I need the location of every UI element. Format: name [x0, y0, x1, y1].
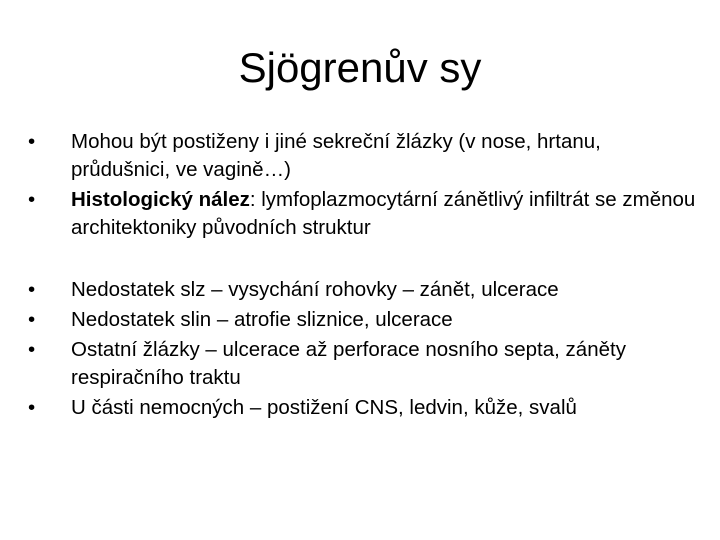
bullet-icon: •: [28, 338, 36, 361]
bullet-icon: •: [28, 396, 36, 419]
bullet-list-1: [28, 128, 700, 244]
bullet-bold-prefix: Histologický nález: [71, 188, 250, 211]
bullet-list-2: [28, 276, 700, 424]
bullet-icon: •: [28, 308, 36, 331]
bullet-icon: •: [28, 130, 36, 153]
bullet-text: : lymfoplazmocytární zánětlivý infiltrát se změnou architektoniky původních struktur: [71, 188, 696, 239]
list-item: [28, 186, 700, 242]
list-item: [28, 276, 700, 304]
bullet-icon: •: [28, 188, 36, 211]
bullet-text: Nedostatek slin – atrofie sliznice, ulcerace: [71, 308, 453, 331]
list-item: [28, 394, 700, 422]
list-item: [28, 306, 700, 334]
list-item: [28, 336, 700, 392]
list-item: [28, 128, 700, 184]
bullet-text: Mohou být postiženy i jiné sekreční žlázky (v nose, hrtanu, průdušnici, ve vagině…): [71, 130, 601, 181]
slide-title: Sjögrenův sy: [238, 44, 482, 91]
bullet-icon: •: [28, 278, 36, 301]
bullet-text: U části nemocných – postižení CNS, ledvin, kůže, svalů: [71, 396, 577, 419]
bullet-text: Nedostatek slz – vysychání rohovky – zánět, ulcerace: [71, 278, 559, 301]
bullet-text: Ostatní žlázky – ulcerace až perforace nosního septa, záněty respiračního traktu: [71, 338, 626, 389]
